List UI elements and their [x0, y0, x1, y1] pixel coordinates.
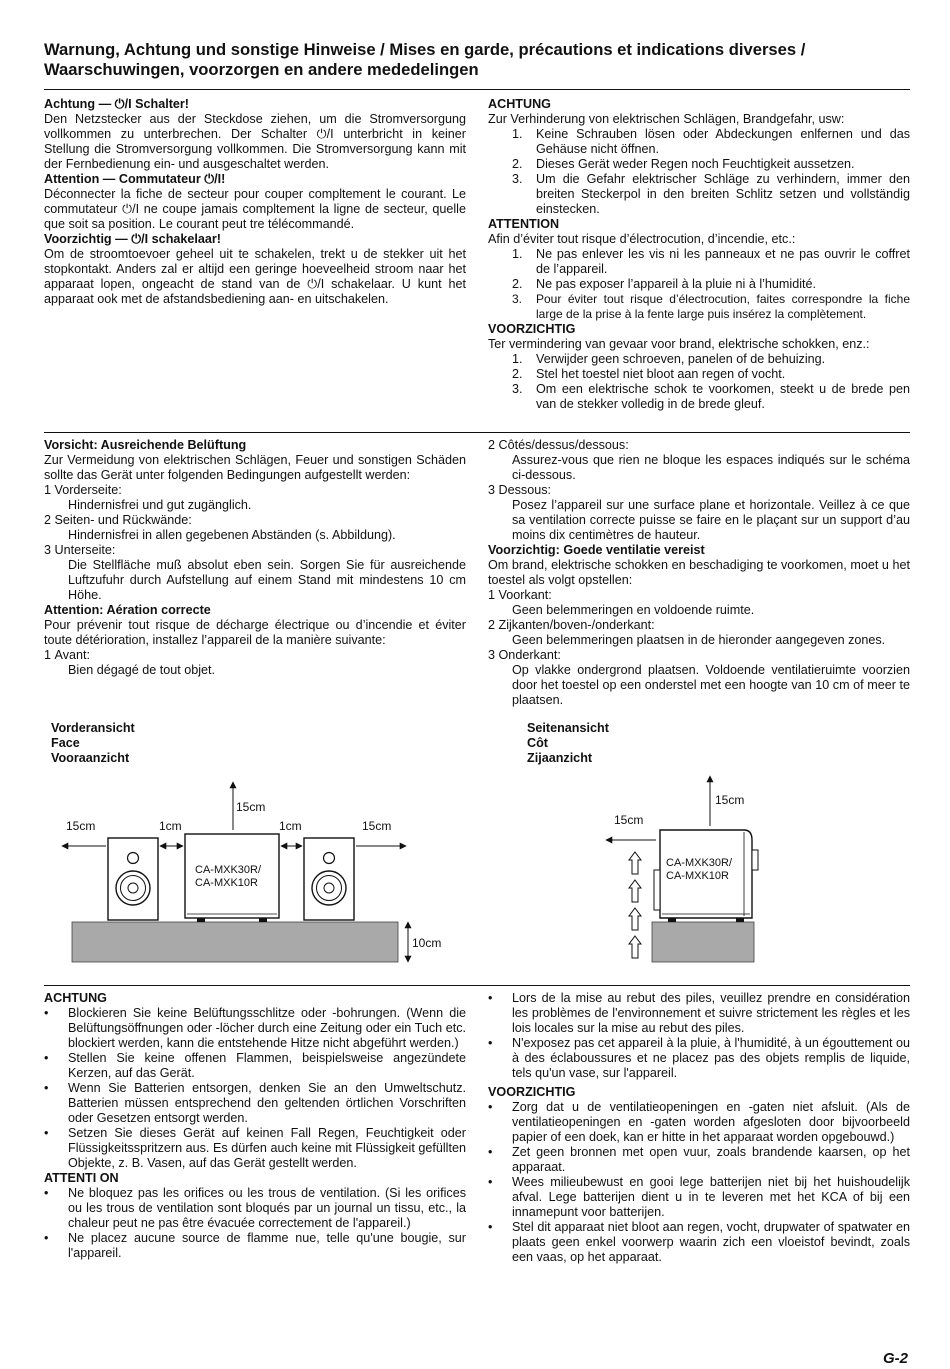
dim-15cm-top: 15cm — [236, 800, 266, 814]
vent-nl-item-3: 3 Onderkant: Op vlakke ondergrond plaatsen. Voldoende ventilatieruimte voorzien door het toestel op een onderstel met een hoogte van 10 cm of meer te plaatsen. — [488, 648, 910, 707]
side-view-diagram — [560, 770, 800, 970]
dim-15cm-left: 15cm — [66, 819, 96, 833]
side-dim-15cm-back: 15cm — [614, 813, 644, 827]
list-item: • Lors de la mise au rebut des piles, veuillez prendre en considération les problèmes de l'environnement et suivre strictement les règles et les lois locales sur la mise au rebut des piles. — [488, 991, 910, 1035]
right-speaker — [304, 838, 354, 920]
shock-fr-list — [488, 247, 910, 322]
vent-nl-item-2: 2 Zijkanten/boven-/onderkant: Geen belemmeringen plaatsen in de hieronder aangegeven zones. — [488, 618, 886, 647]
list-item: • Stel dit apparaat niet bloot aan regen, vocht, drupwater of spatwater en plaats geen enkel voorwerp waarin zich een vloeistof bevindt, zoals een vaas, op het apparaat. — [488, 1220, 910, 1264]
page-title — [44, 40, 914, 80]
vent-de-intro: Zur Vermeidung von elektrischen Schlägen, Feuer und sonstigen Schäden sollte das Gerät unter folgenden Bedingungen aufgestellt werden: — [44, 453, 466, 482]
list-item: • Stellen Sie keine offenen Flammen, beispielsweise angezündete Kerzen, auf das Gerät. — [44, 1051, 466, 1080]
list-item: • Ne placez aucune source de flamme nue, telle qu'une bougie, sur l'appareil. — [44, 1231, 466, 1260]
switch-de-text: Den Netzstecker aus der Steckdose ziehen, um die Stromversorgung vollkommen zu unterbrechen. Der Schalter ⏻/I unterbricht in keiner Stellung die Stromversorgung vollkommen. Die Stromversorgung kann mit der Fernbedienung ein- und ausgeschaltet werden. — [44, 112, 466, 171]
shock-fr-intro: Afin d’éviter tout risque d’électrocution, d’incendie, etc.: — [488, 232, 796, 246]
shock-de-intro: Zur Verhinderung von elektrischen Schlägen, Brandgefahr, usw: — [488, 112, 845, 126]
vent-de-heading: Vorsicht: Ausreichende Belüftung — [44, 438, 247, 452]
list-item: 2. Dieses Gerät weder Regen noch Feuchtigkeit aussetzen. — [512, 157, 855, 171]
page-number: G-2 — [882, 1350, 908, 1367]
vent-fr-intro: Pour prévenir tout risque de décharge électrique ou d’incendie et éviter toute détérioration, installez l’appareil de la manière suivante: — [44, 618, 466, 647]
switch-de-heading: Achtung — ⏻/I Schalter! — [44, 97, 190, 111]
caution-de-list — [44, 1006, 466, 1171]
list-item: 2. Ne pas exposer l’appareil à la pluie ni à l’humidité. — [512, 277, 817, 291]
side-stand — [652, 922, 754, 962]
caution-de-heading: ACHTUNG — [44, 991, 107, 1005]
shock-fr-heading: ATTENTION — [488, 217, 560, 231]
front-view-label: Vorderansicht Face Vooraanzicht — [51, 721, 135, 765]
dim-1cm-right: 1cm — [279, 819, 302, 833]
main-unit — [185, 834, 279, 922]
side-model-label-2: CA-MXK10R — [666, 870, 729, 882]
caution-nl-heading: VOORZICHTIG — [488, 1085, 576, 1099]
vent-fr-heading: Attention: Aération correcte — [44, 603, 211, 617]
title-line-2: Waarschuwingen, voorzorgen en andere mededelingen — [44, 60, 479, 79]
vent-fr-item-2: 2 Côtés/dessus/dessous: Assurez-vous que rien ne bloque les espaces indiqués sur le schéma ci-dessous. — [488, 438, 910, 482]
vent-nl-intro: Om brand, elektrische schokken en beschadiging te voorkomen, moet u het toestel als volgt opstellen: — [488, 558, 910, 587]
caution-fr-heading: ATTENTI ON — [44, 1171, 119, 1185]
title-line-1: Warnung, Achtung und sonstige Hinweise / Mises en garde, précautions et indications diverses / — [44, 40, 806, 59]
list-item: • Setzen Sie dieses Gerät auf keinen Fall Regen, Feuchtigkeit oder Flüssigkeitsspritzern aus. Es dürfen auch keine mit Flüssigkeit gefüllten Objekte, z. B. Vasen, auf das Gerät gestellt werden. — [44, 1126, 466, 1170]
shock-nl-list — [488, 352, 910, 412]
list-item: 2. Stel het toestel niet bloot aan regen of vocht. — [512, 367, 786, 381]
list-item: 3. Um die Gefahr elektrischer Schläge zu verhindern, immer den breiten Steckerpol in den breiten Schlitz setzen und vollständig einstecken. — [512, 172, 910, 216]
vent-right — [488, 438, 910, 708]
vent-fr-item-3: 3 Dessous: Posez l’appareil sur une surface plane et horizontale. Veillez à ce que sa ventilation correcte puisse se faire en le plaçant sur un support d’au moins dix centimètres de hauteur. — [488, 483, 910, 542]
stand — [72, 922, 398, 962]
cautions-right — [488, 991, 910, 1265]
section-rule-2 — [44, 985, 910, 986]
model-label-1: CA-MXK30R/ — [195, 864, 262, 876]
airflow-arrows — [629, 852, 641, 958]
list-item: 1. Verwijder geen schroeven, panelen of de behuizing. — [512, 352, 826, 366]
side-view-label: Seitenansicht Côt Zijaanzicht — [527, 721, 609, 765]
list-item: • Zorg dat u de ventilatieopeningen en -gaten niet afsluit. (Als de ventilatieopeningen en -gaten worden afgesloten door bijvoorbeeld papier of een doek, kan er hitte in het apparaat worden opgebouwd.) — [488, 1100, 910, 1144]
list-item: • Wees milieubewust en gooi lege batterijen niet bij het huishoudelijk afval. Lege batterijen dient u in te leveren met het KCA of bij een innamepunt voor batterijen. — [488, 1175, 910, 1219]
vent-de-item-3: 3 Unterseite: Die Stellfläche muß absolut eben sein. Sorgen Sie für ausreichende Luftzufuhr durch Aufstellung auf einem Stand mit mindestens 10 cm Höhe. — [44, 543, 466, 602]
list-item: • Ne bloquez pas les orifices ou les trous de ventilation. (Si les orifices ou les trous de ventilation sont bloqués par un journal un tissu, etc., la chaleur peut ne pas être évacuée correctement de l'appareil.) — [44, 1186, 466, 1230]
side-model-label-1: CA-MXK30R/ — [666, 857, 733, 869]
list-item: • Blockieren Sie keine Belüftungsschlitze oder -bohrungen. (Wenn die Belüftungsöffnungen oder -löcher durch eine Zeitung oder ein Tuch etc. blockiert werden, kann die entstehende Hitze nicht abgeführt werden.) — [44, 1006, 466, 1050]
cautions-left — [44, 991, 466, 1261]
switch-section — [44, 97, 466, 307]
vent-nl-item-1: 1 Voorkant: Geen belemmeringen en voldoende ruimte. — [488, 588, 755, 617]
list-item: 1. Keine Schrauben lösen oder Abdeckungen enlfernen und das Gehäuse nicht öffnen. — [512, 127, 910, 156]
left-speaker — [108, 838, 158, 920]
shock-de-heading: ACHTUNG — [488, 97, 551, 111]
shock-nl-heading: VOORZICHTIG — [488, 322, 576, 336]
shock-nl-intro: Ter vermindering van gevaar voor brand, elektrische schokken, enz.: — [488, 337, 870, 351]
vent-fr-item-1: 1 Avant: Bien dégagé de tout objet. — [44, 648, 216, 677]
list-item: 3. Pour éviter tout risque d’électrocution, faites correspondre la fiche large de la prise à la fente large puis insérez la complètement. — [512, 292, 910, 321]
side-unit — [654, 830, 758, 922]
switch-nl-text: Om de stroomtoevoer geheel uit te schakelen, trekt u de stekker uit het stopkontakt. Anders zal er altijd een geringe hoeveelheid stroom naar het apparaat lopen, ongeacht de stand van de ⏻/I schakelaar. U kunt het apparaat ook met de afstandsbediening aan- en uitschakelen. — [44, 247, 466, 306]
shock-de-list — [488, 127, 910, 217]
vent-de-item-2: 2 Seiten- und Rückwände: Hindernisfrei in allen gegebenen Abständen (s. Abbildung). — [44, 513, 396, 542]
caution-nl-list — [488, 1100, 910, 1265]
front-view-diagram — [0, 770, 475, 970]
switch-fr-text: Déconnecter la fiche de secteur pour couper compltement le courant. Le commutateur ⏻/I ne coupe jamais compltement la ligne de secteur, quelle que soit sa position. Le courant peut tre télécommandé. — [44, 187, 466, 231]
list-item: • N'exposez pas cet appareil à la pluie, à l'humidité, à un égouttement ou à des éclaboussures et ne placez pas des objets remplis de liquide, tels qu'un vase, sur l'appareil. — [488, 1036, 910, 1080]
title-rule — [44, 89, 910, 90]
dim-15cm-right: 15cm — [362, 819, 392, 833]
vent-left — [44, 438, 466, 678]
caution-fr-list-b — [488, 991, 910, 1081]
dim-1cm-left: 1cm — [159, 819, 182, 833]
switch-nl-heading: Voorzichtig — ⏻/I schakelaar! — [44, 232, 221, 246]
model-label-2: CA-MXK10R — [195, 877, 258, 889]
list-item: • Zet geen bronnen met open vuur, zoals brandende kaarsen, op het apparaat. — [488, 1145, 910, 1174]
dim-10cm: 10cm — [412, 936, 442, 950]
list-item: 3. Om een elektrische schok te voorkomen, steekt u de brede pen van de stekker volledig in de brede gleuf. — [512, 382, 910, 411]
section-rule-1 — [44, 432, 910, 433]
caution-fr-list-a — [44, 1186, 466, 1261]
list-item: • Wenn Sie Batterien entsorgen, denken Sie an den Umweltschutz. Batterien müssen entsprechend den geltenden örtlichen Vorschriften oder Gesetzen entsorgt werden. — [44, 1081, 466, 1125]
switch-fr-heading: Attention — Commutateur ⏻/I! — [44, 172, 226, 186]
side-dim-15cm-top: 15cm — [715, 793, 745, 807]
vent-de-item-1: 1 Vorderseite: Hindernisfrei und gut zugänglich. — [44, 483, 252, 512]
shock-section — [488, 97, 910, 412]
vent-nl-heading: Voorzichtig: Goede ventilatie vereist — [488, 543, 705, 557]
list-item: 1. Ne pas enlever les vis ni les panneaux et ne pas ouvrir le coffret de l’appareil. — [512, 247, 910, 276]
